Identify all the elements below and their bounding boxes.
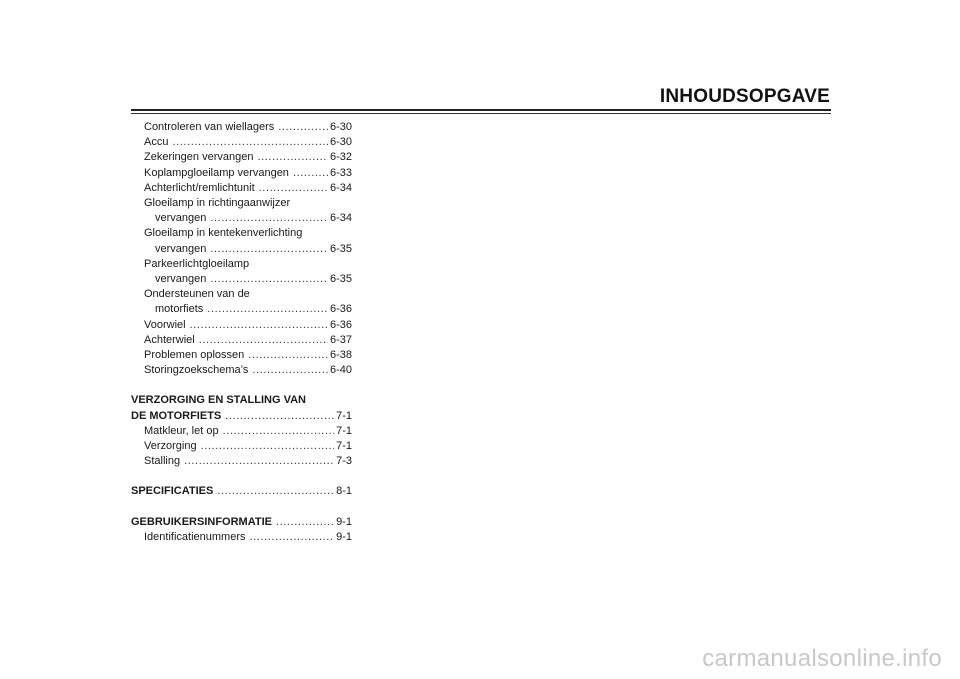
toc-entry[interactable]	[131, 150, 352, 165]
toc-entry[interactable]	[131, 302, 352, 317]
toc-entry-label: Achterlicht/remlichtunit	[144, 181, 255, 194]
leader-dots	[210, 242, 328, 257]
toc-entry[interactable]	[131, 333, 352, 348]
toc-entry[interactable]	[131, 318, 352, 333]
toc-entry-label-line[interactable]: Ondersteunen van de	[144, 288, 250, 301]
leader-dots	[248, 348, 328, 363]
toc-entry[interactable]	[131, 363, 352, 378]
leader-dots	[259, 181, 328, 196]
leader-dots	[190, 318, 328, 333]
toc-entry[interactable]	[131, 348, 352, 363]
toc-entry-label: vervangen	[155, 212, 207, 225]
toc-entry-label: Problemen oplossen	[144, 349, 245, 362]
toc-entry-label: Verzorging	[144, 440, 197, 453]
toc-entry[interactable]	[131, 242, 352, 257]
toc-entry-page: 6-34	[329, 181, 352, 194]
toc-entry[interactable]	[131, 439, 352, 454]
toc-entry-page: 6-36	[329, 318, 352, 331]
toc-entry[interactable]	[131, 454, 352, 469]
leader-dots	[252, 363, 328, 378]
section-heading[interactable]	[131, 409, 352, 424]
toc-entry-label: Accu	[144, 136, 169, 149]
section-heading-label: SPECIFICATIES	[131, 485, 214, 498]
toc-entry-page: 6-35	[329, 242, 352, 255]
section-heading[interactable]	[131, 515, 352, 530]
section-heading-page: 8-1	[336, 485, 352, 498]
toc-entry-label: vervangen	[155, 242, 207, 255]
toc-entry-label: vervangen	[155, 273, 207, 286]
toc-entry-label: motorfiets	[155, 303, 204, 316]
toc-entry[interactable]	[131, 211, 352, 226]
leader-dots	[184, 454, 334, 469]
leader-dots	[172, 135, 328, 150]
leader-dots	[278, 120, 328, 135]
leader-dots	[201, 439, 335, 454]
leader-dots	[276, 515, 334, 530]
leader-dots	[199, 333, 328, 348]
leader-dots	[293, 166, 328, 181]
toc-entry-page: 6-37	[329, 333, 352, 346]
toc-entry-page: 7-3	[336, 455, 352, 468]
toc-entry[interactable]	[131, 135, 352, 150]
leader-dots	[207, 302, 328, 317]
toc-entry-page: 6-33	[329, 166, 352, 179]
leader-dots	[210, 211, 328, 226]
toc-entry-label: Matkleur, let op	[144, 424, 219, 437]
leader-dots	[250, 530, 335, 545]
leader-dots	[210, 272, 328, 287]
toc-entry-page: 6-30	[329, 136, 352, 149]
section-spacer	[131, 500, 352, 515]
toc-entry-page: 9-1	[336, 530, 352, 543]
toc-entry-label: Identificatienummers	[144, 530, 246, 543]
toc-entry-page: 6-32	[329, 151, 352, 164]
section-spacer	[131, 378, 352, 393]
watermark-text: carmanualsonline.info	[702, 645, 942, 672]
toc-entry-label: Storingzoekschema’s	[144, 364, 249, 377]
toc-entry-label: Achterwiel	[144, 333, 195, 346]
section-spacer	[131, 469, 352, 484]
section-heading-label: DE MOTORFIETS	[131, 409, 222, 422]
section-heading-line[interactable]: VERZORGING EN STALLING VAN	[131, 394, 306, 407]
toc-entry[interactable]	[131, 424, 352, 439]
toc-entry-page: 7-1	[336, 440, 352, 453]
header-rule-thin	[131, 113, 831, 114]
section-heading-page: 7-1	[336, 409, 352, 422]
header-rule	[131, 109, 831, 111]
toc-entry[interactable]	[131, 530, 352, 545]
toc-entry-label: Voorwiel	[144, 318, 186, 331]
section-heading-label: GEBRUIKERSINFORMATIE	[131, 515, 272, 528]
toc-entry-page: 6-34	[329, 212, 352, 225]
section-heading-page: 9-1	[336, 515, 352, 528]
toc-entry[interactable]	[131, 272, 352, 287]
toc-entry-page: 7-1	[336, 424, 352, 437]
toc-entry-label: Controleren van wiellagers	[144, 121, 275, 133]
toc-entry-page: 6-30	[329, 121, 352, 133]
toc-entry-label: Stalling	[144, 455, 181, 468]
section-heading[interactable]	[131, 484, 352, 499]
toc-entry-page: 6-40	[329, 364, 352, 377]
toc-entry[interactable]	[131, 181, 352, 196]
toc-entry-page: 6-38	[329, 349, 352, 362]
page-title: INHOUDSOPGAVE	[659, 86, 830, 107]
toc-entry[interactable]	[131, 120, 352, 135]
leader-dots	[257, 150, 328, 165]
leader-dots	[225, 409, 334, 424]
toc-entry-label-line[interactable]: Parkeerlichtgloeilamp	[144, 257, 250, 270]
leader-dots	[217, 484, 334, 499]
toc-entry-page: 6-35	[329, 273, 352, 286]
leader-dots	[223, 424, 335, 439]
toc-entry-label: Zekeringen vervangen	[144, 151, 254, 164]
toc-entry-page: 6-36	[329, 303, 352, 316]
toc-entry[interactable]	[131, 166, 352, 181]
toc-entry-label: Koplampgloeilamp vervangen	[144, 166, 289, 179]
toc-entry-label-line[interactable]: Gloeilamp in kentekenverlichting	[144, 227, 303, 240]
table-of-contents	[131, 120, 352, 545]
toc-entry-label-line[interactable]: Gloeilamp in richtingaanwijzer	[144, 197, 291, 210]
